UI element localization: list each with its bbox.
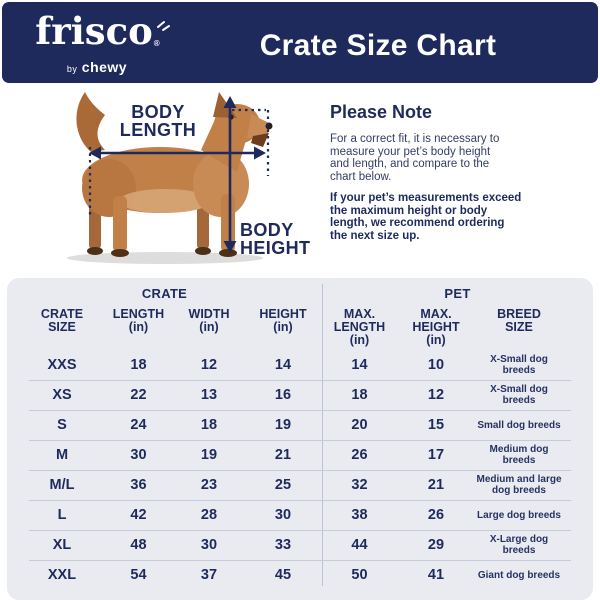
group-header-crate: CRATE bbox=[141, 286, 188, 301]
pet-max-length-cell: 38 bbox=[351, 507, 368, 523]
breed-size-cell: Giant dog breeds bbox=[477, 569, 561, 581]
pet-max-length-cell: 14 bbox=[351, 357, 368, 373]
note-p1-line1: For a correct fit, it is necessary to bbox=[330, 133, 500, 145]
note-paragraph-1 bbox=[330, 133, 580, 183]
whisker-marks-icon bbox=[156, 16, 172, 32]
crate-length-cell: 42 bbox=[130, 507, 147, 523]
crate-height-cell: 45 bbox=[274, 567, 292, 583]
row-separator bbox=[29, 470, 571, 471]
breed-size-cell: Large dog breeds bbox=[477, 509, 561, 521]
note-paragraph-2 bbox=[330, 192, 580, 242]
row-separator bbox=[29, 530, 571, 531]
note-p1-line2: measure your pet’s body height bbox=[330, 145, 491, 158]
crate-length-cell: 54 bbox=[130, 567, 147, 583]
column-header-max-length: MAX. LENGTH (in) bbox=[333, 307, 386, 347]
pet-max-height-cell: 26 bbox=[427, 507, 445, 523]
row-separator bbox=[29, 410, 571, 411]
body-height-line2: HEIGHT bbox=[240, 238, 311, 258]
pet-max-height-cell: 41 bbox=[427, 567, 445, 583]
table-row bbox=[7, 380, 593, 410]
breed-size-cell: X-Small dog breeds bbox=[490, 384, 548, 406]
body-height-label bbox=[240, 221, 310, 257]
frisco-logo bbox=[30, 10, 164, 75]
size-chart-panel bbox=[7, 278, 593, 600]
note-p2-line4: the next size up. bbox=[330, 229, 420, 242]
crate-height-cell: 14 bbox=[274, 357, 292, 373]
table-row bbox=[7, 470, 593, 500]
crate-height-cell: 33 bbox=[274, 537, 292, 553]
table-row bbox=[7, 530, 593, 560]
crate-size-cell: XL bbox=[52, 537, 72, 553]
frisco-wordmark bbox=[30, 10, 164, 63]
crate-size-cell: L bbox=[57, 507, 67, 523]
crate-length-cell: 30 bbox=[130, 447, 147, 463]
body-length-line2: LENGTH bbox=[119, 120, 197, 140]
column-header-width: WIDTH (in) bbox=[188, 307, 230, 334]
crate-width-cell: 28 bbox=[200, 507, 218, 523]
crate-height-cell: 25 bbox=[274, 477, 292, 493]
table-row bbox=[7, 440, 593, 470]
crate-width-cell: 13 bbox=[200, 387, 218, 403]
crate-size-cell: XXL bbox=[47, 567, 77, 583]
breed-size-cell: X-Small dog breeds bbox=[490, 354, 548, 376]
breed-size-cell: Small dog breeds bbox=[477, 419, 561, 431]
breed-size-cell: X-Large dog breeds bbox=[489, 534, 549, 556]
body-length-line1: BODY bbox=[131, 102, 185, 122]
crate-height-cell: 21 bbox=[274, 447, 292, 463]
note-p2-line1: If your pet’s measurements exceed bbox=[330, 192, 522, 204]
pet-max-height-cell: 15 bbox=[427, 417, 445, 433]
table-row bbox=[7, 410, 593, 440]
column-header-breed-size: BREED SIZE bbox=[497, 307, 541, 334]
crate-height-cell: 30 bbox=[274, 507, 292, 523]
column-header-height: HEIGHT (in) bbox=[259, 307, 307, 334]
crate-width-cell: 37 bbox=[200, 567, 218, 583]
crate-size-cell: XXS bbox=[47, 357, 77, 373]
body-height-line1: BODY bbox=[240, 220, 294, 240]
crate-width-cell: 23 bbox=[200, 477, 218, 493]
brand-name: frisco bbox=[35, 9, 153, 53]
row-separator bbox=[29, 380, 571, 381]
pet-max-length-cell: 18 bbox=[351, 387, 368, 403]
pet-max-length-cell: 20 bbox=[351, 417, 368, 433]
pet-max-length-cell: 50 bbox=[351, 567, 368, 583]
note-heading: Please Note bbox=[330, 102, 433, 122]
pet-max-height-cell: 21 bbox=[427, 477, 445, 493]
crate-size-cell: M/L bbox=[49, 477, 75, 493]
crate-size-cell: S bbox=[57, 417, 67, 433]
table-row bbox=[7, 560, 593, 590]
crate-length-cell: 24 bbox=[130, 417, 147, 433]
byline-by: by bbox=[66, 64, 78, 74]
body-length-label bbox=[104, 103, 212, 139]
note-p1-line3: and length, and compare to the bbox=[330, 158, 490, 171]
pet-max-height-cell: 10 bbox=[427, 357, 445, 373]
row-separator bbox=[29, 500, 571, 501]
crate-size-cell: M bbox=[55, 447, 69, 463]
pet-max-height-cell: 17 bbox=[427, 447, 445, 463]
crate-width-cell: 30 bbox=[200, 537, 218, 553]
crate-height-cell: 16 bbox=[274, 387, 292, 403]
page-title: Crate Size Chart bbox=[259, 29, 497, 62]
crate-height-cell: 19 bbox=[274, 417, 292, 433]
column-header-max-height: MAX. HEIGHT (in) bbox=[412, 307, 460, 347]
note-p2-line2: the maximum height or body bbox=[330, 204, 488, 217]
byline-chewy: chewy bbox=[81, 59, 128, 75]
pet-max-length-cell: 26 bbox=[351, 447, 368, 463]
breed-size-cell: Medium dog breeds bbox=[489, 444, 549, 466]
breed-size-cell: Medium and large dog breeds bbox=[476, 474, 562, 496]
table-body bbox=[7, 350, 593, 590]
crate-length-cell: 22 bbox=[130, 387, 147, 403]
pet-max-length-cell: 44 bbox=[351, 537, 368, 553]
crate-width-cell: 19 bbox=[200, 447, 218, 463]
note-p1-line4: chart below. bbox=[330, 170, 392, 183]
crate-width-cell: 18 bbox=[200, 417, 218, 433]
column-header-crate-size: CRATE SIZE bbox=[40, 307, 84, 334]
row-separator bbox=[29, 440, 571, 441]
table-row bbox=[7, 500, 593, 530]
crate-size-cell: XS bbox=[52, 387, 72, 403]
table-row bbox=[7, 350, 593, 380]
row-separator bbox=[29, 560, 571, 561]
header-band bbox=[2, 2, 598, 83]
crate-length-cell: 36 bbox=[130, 477, 147, 493]
column-header-row bbox=[7, 306, 593, 350]
pet-max-height-cell: 12 bbox=[427, 387, 445, 403]
crate-length-cell: 18 bbox=[130, 357, 147, 373]
pet-max-length-cell: 32 bbox=[351, 477, 368, 493]
registered-mark: ® bbox=[153, 39, 160, 48]
group-header-pet: PET bbox=[444, 286, 471, 301]
column-header-length: LENGTH (in) bbox=[112, 307, 165, 334]
crate-length-cell: 48 bbox=[130, 537, 147, 553]
note-p2-line3: length, we recommend ordering bbox=[330, 217, 505, 230]
crate-width-cell: 12 bbox=[200, 357, 218, 373]
pet-max-height-cell: 29 bbox=[427, 537, 445, 553]
